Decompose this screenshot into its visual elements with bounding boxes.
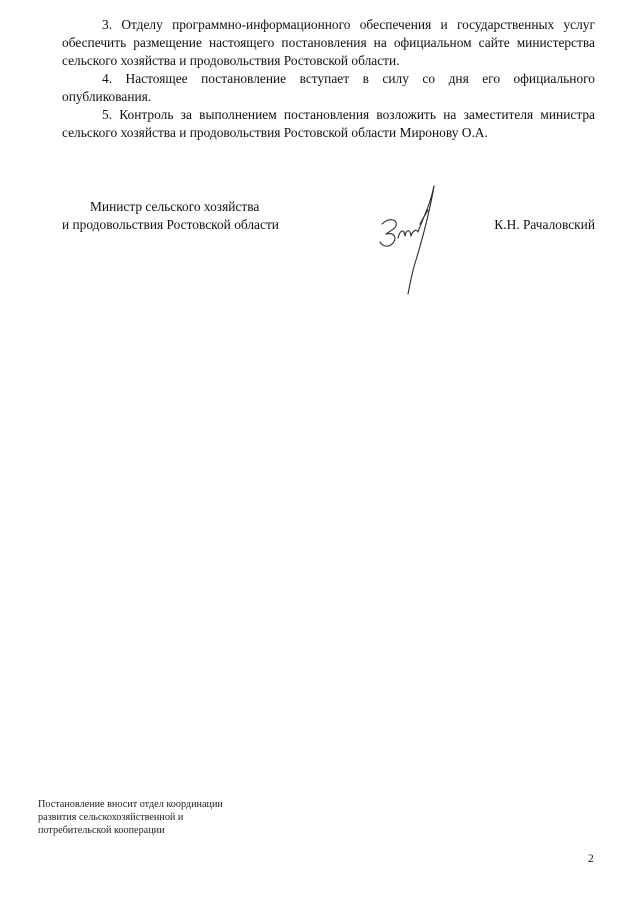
footer-note — [38, 798, 223, 837]
paragraph-3: 3. Отделу программно-информационного обеспечения и государственных услуг обеспечить размещение настоящего постановления на официальном сайте министерства сельского хозяйства и продовольствия Ростовской области. — [62, 17, 595, 68]
signature-block — [62, 198, 597, 308]
handwritten-signature — [374, 180, 446, 300]
paragraph-4: 4. Настоящее постановление вступает в силу со дня его официального опубликования. — [62, 71, 595, 104]
signatory-name: К.Н. Рачаловский — [494, 217, 595, 232]
signatory-title — [62, 198, 279, 234]
footer-line: Постановление вносит отдел координации — [38, 799, 223, 810]
footer-line: потребительской кооперации — [38, 825, 165, 836]
signatory-title-line1: Министр сельского хозяйства — [90, 199, 260, 214]
footer-line: развития сельскохозяйственной и — [38, 812, 184, 823]
document-body — [62, 16, 595, 142]
page-number: 2 — [588, 853, 594, 865]
paragraph-5: 5. Контроль за выполнением постановления возложить на заместителя министра сельского хозяйства и продовольствия Ростовской области Миронову О.А. — [62, 107, 595, 140]
signatory-title-line2: и продовольствия Ростовской области — [62, 217, 279, 232]
